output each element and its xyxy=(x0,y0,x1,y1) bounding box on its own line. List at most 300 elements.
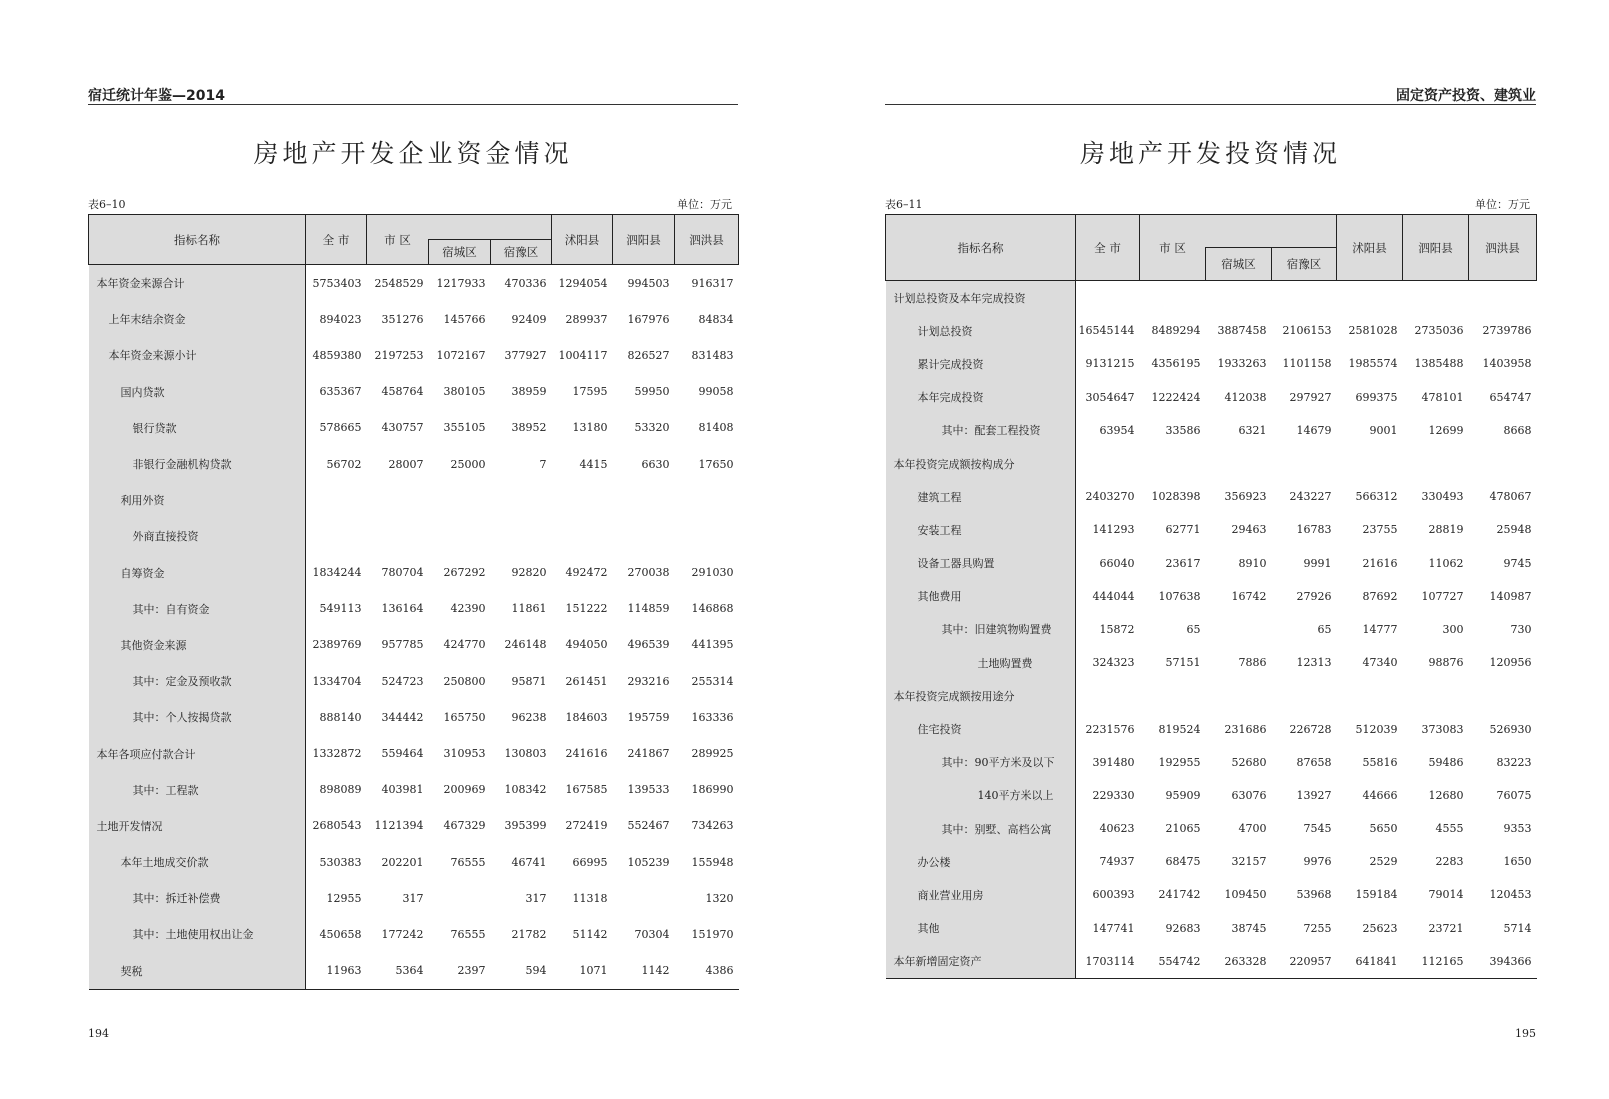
header-city: 全 市 xyxy=(306,215,367,265)
row-label: 外商直接投资 xyxy=(89,518,306,554)
row-value: 241867 xyxy=(627,747,670,761)
row-value: 4415 xyxy=(579,457,608,471)
row-value: 42390 xyxy=(450,602,486,616)
table-row xyxy=(89,663,739,699)
row-value: 109450 xyxy=(1224,888,1267,902)
row-value: 33586 xyxy=(1165,423,1201,437)
row-value: 229330 xyxy=(1092,788,1135,802)
row-label: 其中：90平方米及以下 xyxy=(886,746,1076,779)
row-value: 167976 xyxy=(627,312,670,326)
row-value: 63954 xyxy=(1099,423,1135,437)
row-value: 780704 xyxy=(381,566,424,580)
table-row xyxy=(886,480,1537,513)
row-value xyxy=(1206,679,1272,712)
row-label: 自筹资金 xyxy=(89,555,306,591)
row-value xyxy=(613,880,675,916)
table-row xyxy=(886,447,1537,480)
row-value: 29463 xyxy=(1231,523,1267,537)
row-value: 424770 xyxy=(443,638,486,652)
row-value: 412038 xyxy=(1224,390,1267,404)
table-row xyxy=(89,735,739,771)
row-label: 计划总投资 xyxy=(886,314,1076,347)
row-label: 本年土地成交价款 xyxy=(89,844,306,880)
table-number: 表6–11 xyxy=(885,198,923,211)
row-value: 15872 xyxy=(1099,622,1135,636)
row-value: 549113 xyxy=(319,602,362,616)
row-value: 394366 xyxy=(1469,945,1537,979)
table-row xyxy=(89,518,739,554)
table-row xyxy=(886,812,1537,845)
row-label: 其中：拆迁补偿费 xyxy=(89,880,306,916)
row-value: 79014 xyxy=(1428,888,1464,902)
row-value: 192955 xyxy=(1158,755,1201,769)
row-value: 1385488 xyxy=(1414,357,1464,371)
row-value: 496539 xyxy=(627,638,670,652)
row-value: 220957 xyxy=(1272,945,1337,979)
row-value: 243227 xyxy=(1289,490,1332,504)
row-value: 261451 xyxy=(565,674,608,688)
row-value: 17650 xyxy=(698,457,734,471)
row-value: 5364 xyxy=(367,953,429,990)
row-value xyxy=(1076,447,1140,480)
row-value: 99058 xyxy=(698,385,734,399)
row-label: 本年资金来源小计 xyxy=(89,337,306,373)
row-value: 95871 xyxy=(511,674,547,688)
row-label: 安装工程 xyxy=(886,513,1076,546)
row-value: 6630 xyxy=(641,457,670,471)
row-value xyxy=(1076,679,1140,712)
row-value: 344442 xyxy=(381,710,424,724)
row-label: 其中：土地使用权出让金 xyxy=(89,916,306,952)
row-value xyxy=(491,482,552,518)
header-urban: 市 区 xyxy=(367,215,429,265)
row-value: 16783 xyxy=(1296,523,1332,537)
row-value: 512039 xyxy=(1355,722,1398,736)
header-suyu: 宿豫区 xyxy=(1272,248,1337,281)
row-value: 1071 xyxy=(552,953,613,990)
row-value: 2680543 xyxy=(312,819,362,833)
row-value: 151970 xyxy=(691,927,734,941)
table-row xyxy=(886,746,1537,779)
row-value: 1294054 xyxy=(558,276,608,290)
row-value: 28007 xyxy=(388,457,424,471)
table-unit: 单位：万元 xyxy=(1475,198,1530,211)
row-value: 559464 xyxy=(381,747,424,761)
table-row xyxy=(886,281,1537,315)
row-value xyxy=(491,518,552,554)
row-value: 21065 xyxy=(1165,822,1201,836)
row-value: 40623 xyxy=(1099,822,1135,836)
row-value: 330493 xyxy=(1421,490,1464,504)
row-value: 641841 xyxy=(1337,945,1403,979)
row-value: 831483 xyxy=(691,348,734,362)
table-row xyxy=(89,844,739,880)
row-value: 492472 xyxy=(565,566,608,580)
row-value: 1072167 xyxy=(436,348,486,362)
row-value: 62771 xyxy=(1165,523,1201,537)
row-value: 32157 xyxy=(1231,855,1267,869)
running-head-right xyxy=(885,84,1536,105)
page-title-left: 房地产开发企业资金情况 xyxy=(253,139,573,168)
row-value: 74937 xyxy=(1099,855,1135,869)
row-value xyxy=(1206,447,1272,480)
row-value: 297927 xyxy=(1289,390,1332,404)
row-label: 设备工器具购置 xyxy=(886,547,1076,580)
row-value: 819524 xyxy=(1158,722,1201,736)
row-value: 38959 xyxy=(511,385,547,399)
page-title-right: 房地产开发投资情况 xyxy=(1079,139,1341,168)
row-value: 76555 xyxy=(450,927,486,941)
row-value: 826527 xyxy=(627,348,670,362)
row-value: 11861 xyxy=(511,602,547,616)
row-value: 65 xyxy=(1186,622,1201,636)
row-value: 458764 xyxy=(381,385,424,399)
row-value xyxy=(675,482,739,518)
row-value xyxy=(613,518,675,554)
row-value: 441395 xyxy=(691,638,734,652)
row-value xyxy=(429,518,491,554)
row-value xyxy=(306,518,367,554)
row-value: 98876 xyxy=(1428,656,1464,670)
row-value xyxy=(1469,679,1537,712)
table-row xyxy=(886,381,1537,414)
row-value: 552467 xyxy=(627,819,670,833)
table-row xyxy=(886,347,1537,380)
row-value: 184603 xyxy=(565,710,608,724)
row-value: 494050 xyxy=(565,638,608,652)
row-value xyxy=(1140,447,1206,480)
row-value: 699375 xyxy=(1355,390,1398,404)
row-value: 146868 xyxy=(691,602,734,616)
row-value: 155948 xyxy=(691,855,734,869)
row-value: 120453 xyxy=(1489,888,1532,902)
funds-table-body xyxy=(89,265,739,990)
row-value: 9001 xyxy=(1369,423,1398,437)
row-value: 5753403 xyxy=(312,276,362,290)
row-value: 1004117 xyxy=(558,348,608,362)
row-value: 9745 xyxy=(1503,556,1532,570)
row-value: 92683 xyxy=(1165,921,1201,935)
row-label: 办公楼 xyxy=(886,845,1076,878)
row-value xyxy=(1403,447,1469,480)
row-value: 57151 xyxy=(1165,656,1201,670)
row-value: 76075 xyxy=(1496,788,1532,802)
row-value: 108342 xyxy=(504,783,547,797)
row-value xyxy=(1337,447,1403,480)
row-value: 524723 xyxy=(381,674,424,688)
table-row xyxy=(89,880,739,916)
row-value: 92820 xyxy=(511,566,547,580)
running-head-left xyxy=(88,84,738,105)
row-value: 241742 xyxy=(1158,888,1201,902)
row-value: 3887458 xyxy=(1217,324,1267,338)
row-value: 1101158 xyxy=(1282,357,1332,371)
row-label: 本年新增固定资产 xyxy=(886,945,1076,979)
row-value: 2397 xyxy=(429,953,491,990)
row-value: 2197253 xyxy=(374,348,424,362)
row-value: 167585 xyxy=(565,783,608,797)
row-value xyxy=(1337,679,1403,712)
row-value: 317 xyxy=(525,891,547,905)
table-row xyxy=(886,613,1537,646)
row-value: 23721 xyxy=(1428,921,1464,935)
row-value: 1142 xyxy=(613,953,675,990)
table-row xyxy=(886,712,1537,745)
row-value: 87658 xyxy=(1296,755,1332,769)
row-value: 145766 xyxy=(443,312,486,326)
row-value xyxy=(1076,281,1140,315)
row-value: 55816 xyxy=(1362,755,1398,769)
row-value: 4356195 xyxy=(1151,357,1201,371)
row-value: 159184 xyxy=(1355,888,1398,902)
row-value: 450658 xyxy=(319,927,362,941)
row-label: 其中：工程款 xyxy=(89,772,306,808)
row-value: 526930 xyxy=(1489,722,1532,736)
table-row xyxy=(886,314,1537,347)
row-label: 银行贷款 xyxy=(89,410,306,446)
row-value: 25623 xyxy=(1362,921,1398,935)
row-label: 本年完成投资 xyxy=(886,381,1076,414)
row-value xyxy=(1206,613,1272,646)
row-value: 300 xyxy=(1442,622,1464,636)
row-value: 6321 xyxy=(1238,423,1267,437)
row-value: 14679 xyxy=(1296,423,1332,437)
row-value: 289925 xyxy=(691,747,734,761)
row-value: 635367 xyxy=(319,385,362,399)
row-value xyxy=(552,482,613,518)
table-row xyxy=(89,446,739,482)
row-value: 83223 xyxy=(1496,755,1532,769)
table-row xyxy=(886,679,1537,712)
header-sucheng: 宿城区 xyxy=(1206,248,1272,281)
row-value: 377927 xyxy=(504,348,547,362)
row-label: 其中：别墅、高档公寓 xyxy=(886,812,1076,845)
row-value: 7545 xyxy=(1303,822,1332,836)
row-value: 28819 xyxy=(1428,523,1464,537)
row-value: 395399 xyxy=(504,819,547,833)
row-value: 9353 xyxy=(1503,822,1532,836)
row-label: 累计完成投资 xyxy=(886,347,1076,380)
row-value: 147741 xyxy=(1092,921,1135,935)
row-value: 391480 xyxy=(1092,755,1135,769)
row-value: 554742 xyxy=(1140,945,1206,979)
row-value: 1650 xyxy=(1503,855,1532,869)
row-value: 4700 xyxy=(1238,822,1267,836)
row-value: 2735036 xyxy=(1414,324,1464,338)
table-row xyxy=(89,772,739,808)
row-value: 4386 xyxy=(675,953,739,990)
row-value: 566312 xyxy=(1355,490,1398,504)
row-value: 7886 xyxy=(1238,656,1267,670)
row-value xyxy=(1403,679,1469,712)
row-label: 国内贷款 xyxy=(89,374,306,410)
row-label: 其中：旧建筑物购置费 xyxy=(886,613,1076,646)
row-value xyxy=(306,482,367,518)
row-value: 65 xyxy=(1317,622,1332,636)
row-value: 351276 xyxy=(381,312,424,326)
row-label: 非银行金融机构贷款 xyxy=(89,446,306,482)
row-value xyxy=(429,880,491,916)
row-value: 12955 xyxy=(326,891,362,905)
row-value: 1217933 xyxy=(436,276,486,290)
table-row xyxy=(89,808,739,844)
row-value: 291030 xyxy=(691,566,734,580)
row-label: 140平方米以上 xyxy=(886,779,1076,812)
row-value: 17595 xyxy=(572,385,608,399)
table-row xyxy=(886,646,1537,679)
row-value: 594 xyxy=(491,953,552,990)
row-label: 其中：配套工程投资 xyxy=(886,414,1076,447)
row-value: 373083 xyxy=(1421,722,1464,736)
row-value: 4859380 xyxy=(312,348,362,362)
row-value: 87692 xyxy=(1362,589,1398,603)
row-value: 95909 xyxy=(1165,788,1201,802)
header-sucheng: 宿城区 xyxy=(429,240,491,265)
row-label: 本年投资完成额按用途分 xyxy=(886,679,1076,712)
row-value: 200969 xyxy=(443,783,486,797)
row-label: 住宅投资 xyxy=(886,712,1076,745)
row-value: 140987 xyxy=(1489,589,1532,603)
row-value: 1332872 xyxy=(312,747,362,761)
header-indicator: 指标名称 xyxy=(89,215,306,265)
header-sihong: 泗洪县 xyxy=(675,215,739,265)
row-value: 916317 xyxy=(691,276,734,290)
row-value: 9991 xyxy=(1303,556,1332,570)
row-value: 994503 xyxy=(627,276,670,290)
table-row xyxy=(886,845,1537,878)
row-value: 136164 xyxy=(381,602,424,616)
row-value: 246148 xyxy=(504,638,547,652)
table-row xyxy=(89,301,739,337)
row-label: 建筑工程 xyxy=(886,480,1076,513)
row-value: 317 xyxy=(402,891,424,905)
table-row xyxy=(89,591,739,627)
row-value: 47340 xyxy=(1362,656,1398,670)
row-value: 1403958 xyxy=(1482,357,1532,371)
row-value xyxy=(1272,447,1337,480)
row-value xyxy=(367,518,429,554)
row-label: 计划总投资及本年完成投资 xyxy=(886,281,1076,315)
row-value xyxy=(1469,447,1537,480)
row-value: 59486 xyxy=(1428,755,1464,769)
row-value: 53320 xyxy=(634,421,670,435)
row-value: 2106153 xyxy=(1282,324,1332,338)
row-value: 888140 xyxy=(319,710,362,724)
row-value: 324323 xyxy=(1092,656,1135,670)
row-value: 8489294 xyxy=(1151,324,1201,338)
row-value: 139533 xyxy=(627,783,670,797)
row-value: 16742 xyxy=(1231,589,1267,603)
row-value: 2581028 xyxy=(1348,324,1398,338)
row-value: 51142 xyxy=(572,927,608,941)
row-value: 53968 xyxy=(1296,888,1332,902)
row-value: 59950 xyxy=(634,385,670,399)
row-value: 430757 xyxy=(381,421,424,435)
table-row xyxy=(886,912,1537,945)
row-value: 289937 xyxy=(565,312,608,326)
row-value: 2548529 xyxy=(374,276,424,290)
header-indicator: 指标名称 xyxy=(886,215,1076,281)
header-suyu: 宿豫区 xyxy=(491,240,552,265)
row-value: 120956 xyxy=(1489,656,1532,670)
row-value: 957785 xyxy=(381,638,424,652)
row-value: 9976 xyxy=(1303,855,1332,869)
row-value: 66995 xyxy=(572,855,608,869)
row-value: 81408 xyxy=(698,421,734,435)
row-value: 92409 xyxy=(511,312,547,326)
row-label: 利用外资 xyxy=(89,482,306,518)
row-value: 56702 xyxy=(326,457,362,471)
row-value: 654747 xyxy=(1489,390,1532,404)
row-value: 107638 xyxy=(1158,589,1201,603)
header-urban: 市 区 xyxy=(1140,215,1206,281)
row-value: 66040 xyxy=(1099,556,1135,570)
row-value xyxy=(1403,281,1469,315)
row-label: 契税 xyxy=(89,953,306,990)
row-value: 38952 xyxy=(511,421,547,435)
row-value: 12680 xyxy=(1428,788,1464,802)
row-value: 2283 xyxy=(1435,855,1464,869)
row-value: 5650 xyxy=(1369,822,1398,836)
row-value: 467329 xyxy=(443,819,486,833)
row-value: 46741 xyxy=(511,855,547,869)
row-value: 730 xyxy=(1510,622,1532,636)
row-value: 105239 xyxy=(627,855,670,869)
row-value: 186990 xyxy=(691,783,734,797)
header-sihong: 泗洪县 xyxy=(1469,215,1537,281)
row-value: 7255 xyxy=(1303,921,1332,935)
row-value xyxy=(675,518,739,554)
table-row xyxy=(886,414,1537,447)
row-value: 202201 xyxy=(381,855,424,869)
table-row xyxy=(89,337,739,373)
row-label: 本年投资完成额按构成分 xyxy=(886,447,1076,480)
table-meta-right xyxy=(885,196,1536,212)
row-value: 3054647 xyxy=(1085,390,1135,404)
row-value: 13927 xyxy=(1296,788,1332,802)
row-value: 310953 xyxy=(443,747,486,761)
page-number-right: 195 xyxy=(1515,1027,1536,1040)
header-urban-group xyxy=(1206,215,1337,248)
row-value xyxy=(1272,281,1337,315)
row-value: 267292 xyxy=(443,566,486,580)
row-value: 68475 xyxy=(1165,855,1201,869)
row-value: 356923 xyxy=(1224,490,1267,504)
row-value: 8910 xyxy=(1238,556,1267,570)
header-city: 全 市 xyxy=(1076,215,1140,281)
row-value: 70304 xyxy=(634,927,670,941)
row-label: 其中：个人按揭贷款 xyxy=(89,699,306,735)
header-urban-group xyxy=(429,215,552,240)
row-value: 38745 xyxy=(1231,921,1267,935)
row-value: 600393 xyxy=(1092,888,1135,902)
row-value: 21616 xyxy=(1362,556,1398,570)
row-value: 226728 xyxy=(1289,722,1332,736)
row-value: 444044 xyxy=(1092,589,1135,603)
row-value: 2403270 xyxy=(1085,490,1135,504)
table-row xyxy=(89,410,739,446)
row-value: 272419 xyxy=(565,819,608,833)
row-value: 250800 xyxy=(443,674,486,688)
row-value: 470336 xyxy=(504,276,547,290)
row-value: 1933263 xyxy=(1217,357,1267,371)
row-value: 1334704 xyxy=(312,674,362,688)
investment-table-body xyxy=(886,281,1537,979)
table-row xyxy=(89,482,739,518)
row-value: 141293 xyxy=(1092,523,1135,537)
row-label: 其他资金来源 xyxy=(89,627,306,663)
row-value xyxy=(429,482,491,518)
